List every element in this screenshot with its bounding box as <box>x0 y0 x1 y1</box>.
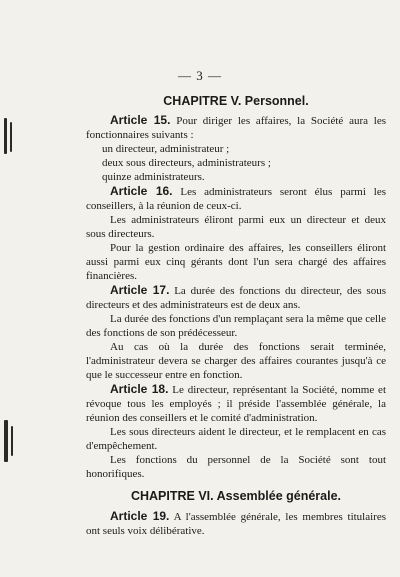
binding-mark-bottom-2 <box>11 426 13 456</box>
paragraph: La durée des fonctions d'un remplaçant sera la même que celle des fonctions de son prédécesseur. <box>86 313 386 339</box>
article-text: A l'assemblée générale, les membres titulaires ont seuls voix délibérative. <box>86 511 386 537</box>
chapter-number: CHAPITRE V. <box>163 94 242 108</box>
article-text: Pour diriger les affaires, la Société aura les fonctionnaires suivants : <box>86 115 387 141</box>
article-text: Le directeur, représentant la Société, nomme et révoque tous les employés ; il préside l'assemblée générale, la réunion des conseillers et le comité d'administration. <box>86 384 386 424</box>
chapter-number: CHAPITRE VI. <box>130 489 214 503</box>
chapter-heading-6 <box>86 488 386 504</box>
article-label: Article 18. <box>110 382 169 396</box>
article-17 <box>86 283 386 312</box>
article-text: La durée des fonctions du directeur, des sous directeurs et des administrateurs est de deux ans. <box>86 285 386 311</box>
article-label: Article 16. <box>110 184 173 198</box>
list-item: deux sous directeurs, administrateurs ; <box>102 157 271 169</box>
binding-mark-top <box>4 118 7 154</box>
paragraph: Les sous directeurs aident le directeur, et le remplacent en cas d'empêchement. <box>86 426 386 452</box>
chapter-heading-5 <box>86 93 386 109</box>
fonctionnaires-list <box>86 142 386 184</box>
list-item: quinze administrateurs. <box>102 171 205 183</box>
article-15 <box>86 113 386 142</box>
chapter-title: Personnel. <box>244 94 309 108</box>
text-column <box>86 93 386 538</box>
binding-mark-top-2 <box>10 122 12 152</box>
paragraph: Pour la gestion ordinaire des affaires, les conseillers éliront aussi parmi eux cinq gérants dont l'un sera chargé des affaires financières. <box>86 242 386 282</box>
article-16 <box>86 184 386 213</box>
article-18 <box>86 382 386 425</box>
article-label: Article 19. <box>110 509 170 523</box>
article-label: Article 17. <box>110 283 170 297</box>
paragraph: Les administrateurs éliront parmi eux un directeur et deux sous directeurs. <box>86 214 386 240</box>
paragraph: Au cas où la durée des fonctions serait terminée, l'administrateur devera se charger des affaires courantes jusqu'à ce que le successeur entre en fonction. <box>86 341 386 381</box>
page-number: — 3 — <box>178 68 222 83</box>
chapter-title: Assemblée générale. <box>216 489 342 503</box>
article-label: Article 15. <box>110 113 171 127</box>
article-19 <box>86 509 386 538</box>
article-text: Les administrateurs seront élus parmi les conseillers, à la réunion de ceux-ci. <box>86 186 386 212</box>
binding-mark-bottom <box>4 420 8 462</box>
list-item: un directeur, administrateur ; <box>102 143 230 155</box>
paragraph: Les fonctions du personnel de la Société sont tout honorifiques. <box>86 454 386 480</box>
